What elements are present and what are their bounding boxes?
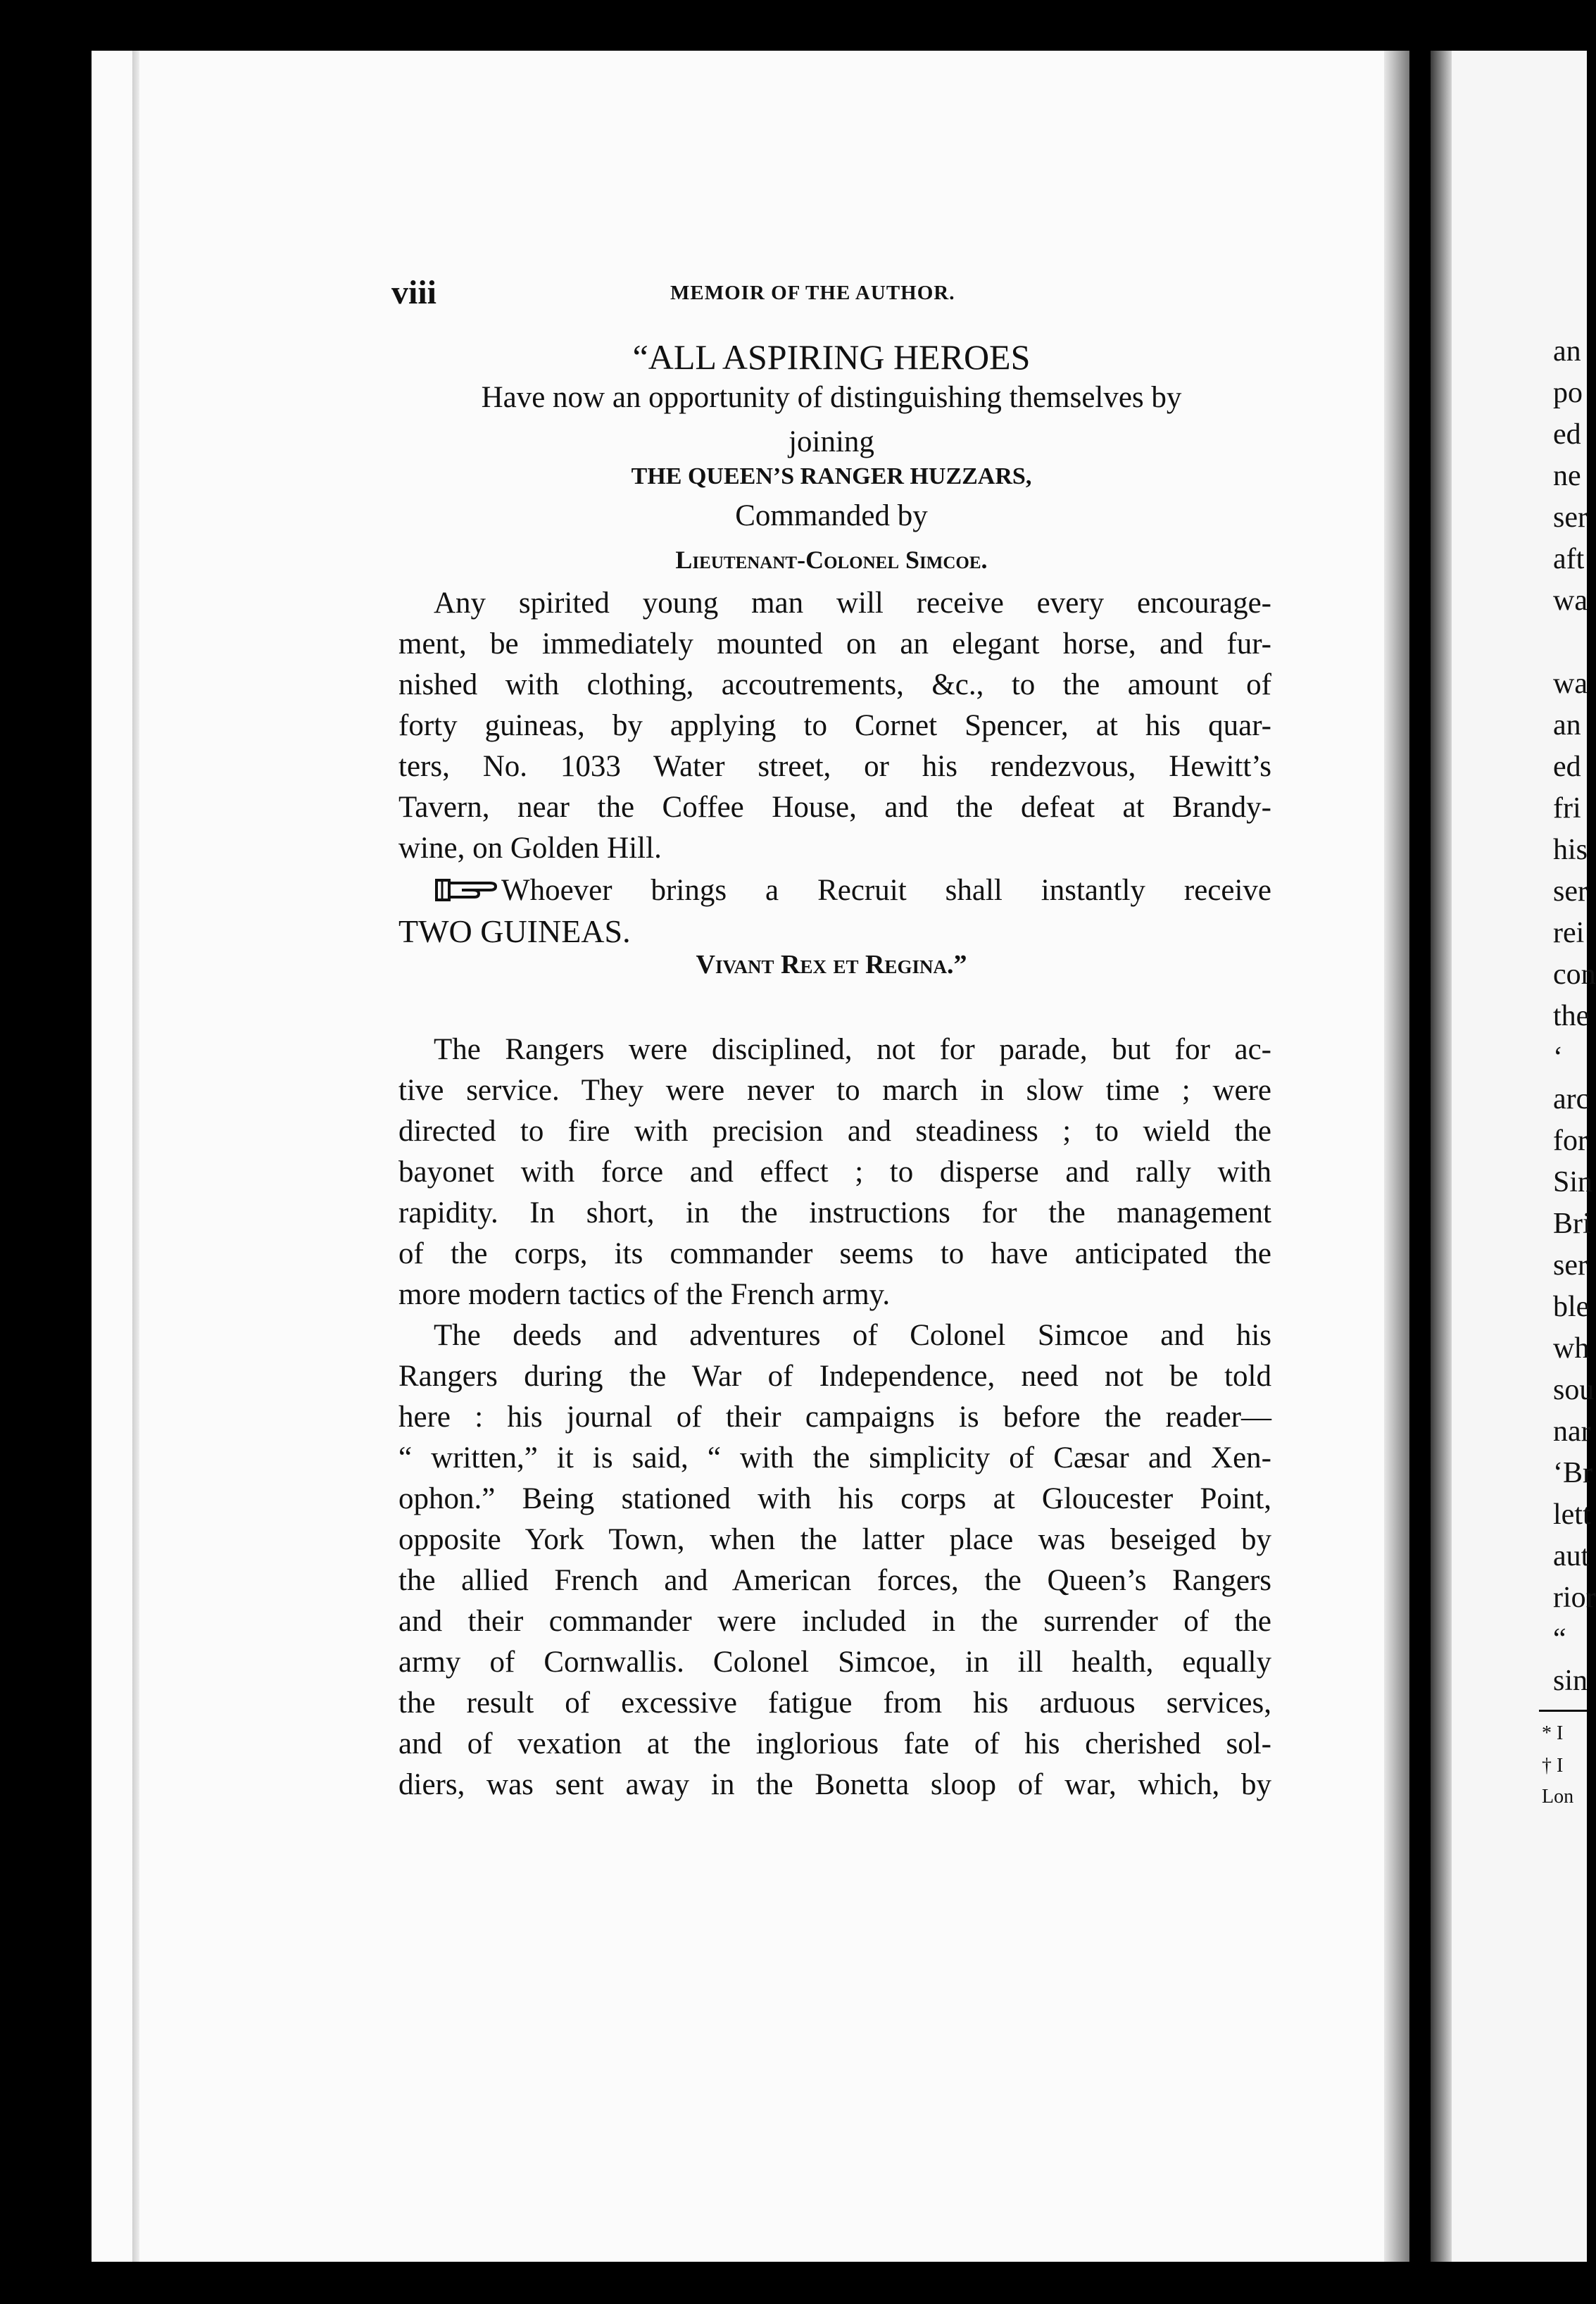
facing-line: ed <box>1553 418 1581 451</box>
text-line: ophon.” Being stationed with his corps at Gloucester Point, <box>398 1482 1271 1515</box>
advert-commanded-by: Commanded by <box>735 499 928 532</box>
advert-line: forty guineas, by applying to Cornet Spencer, at his quar- <box>398 709 1271 742</box>
advert-body <box>398 583 1271 869</box>
text-line: tive service. They were never to march in slow time ; were <box>398 1074 1271 1107</box>
facing-line: wh <box>1553 1332 1590 1365</box>
facing-line: the <box>1553 1000 1590 1032</box>
facing-line: ble <box>1553 1291 1590 1323</box>
text-line: “ written,” it is said, “ with the simplicity of Cæsar and Xen- <box>398 1441 1271 1475</box>
page-fold-shadow <box>1384 51 1409 2262</box>
advert-line: nished with clothing, accoutrements, &c., to the amount of <box>398 668 1271 701</box>
facing-line: wa <box>1553 668 1588 700</box>
facing-line: an <box>1553 709 1581 741</box>
advert-notice <box>398 870 1271 952</box>
advert-headline: “ALL ASPIRING HEROES <box>632 337 1031 377</box>
gutter-shadow <box>1431 51 1452 2262</box>
facing-line: “ <box>1553 1623 1566 1655</box>
advert-subheadline: Have now an opportunity of distinguishing themselves by <box>481 381 1182 414</box>
advert-line: ment, be immediately mounted on an elegant horse, and fur- <box>398 627 1271 660</box>
advert-commander: Lieutenant-Colonel Simcoe. <box>675 546 988 574</box>
facing-line: ‘ <box>1553 1041 1563 1074</box>
notice-text: Whoever brings a Recruit shall instantly receive <box>501 874 1271 907</box>
text-line: bayonet with force and effect ; to disperse and rally with <box>398 1156 1271 1189</box>
facing-footnote: † I <box>1542 1755 1564 1777</box>
facing-line: ‘Br <box>1553 1457 1592 1489</box>
facing-line: fri <box>1553 792 1581 825</box>
text-line: army of Cornwallis. Colonel Simcoe, in ill health, equally <box>398 1646 1271 1679</box>
text-line: directed to fire with precision and steadiness ; to wield the <box>398 1115 1271 1148</box>
page-edge-shadow <box>132 51 139 2262</box>
text-line: of the corps, its commander seems to have anticipated the <box>398 1237 1271 1270</box>
text-line: The deeds and adventures of Colonel Simcoe and his <box>434 1319 1271 1352</box>
text-line: and of vexation at the inglorious fate of his cherished sol- <box>398 1727 1271 1760</box>
facing-line: rei <box>1553 917 1585 949</box>
text-line: Rangers during the War of Independence, need not be told <box>398 1360 1271 1393</box>
facing-footnote: * I <box>1542 1722 1564 1744</box>
facing-line: wa <box>1553 584 1588 617</box>
facing-line: Sin <box>1553 1166 1593 1198</box>
facing-line: con <box>1553 958 1596 991</box>
notice-reward: TWO GUINEAS. <box>398 913 631 949</box>
text-line: the allied French and American forces, the Queen’s Rangers <box>398 1564 1271 1597</box>
advert-joining: joining <box>788 425 874 458</box>
text-line: diers, was sent away in the Bonetta sloop of war, which, by <box>398 1768 1271 1801</box>
paragraph-discipline <box>398 1029 1271 1315</box>
text-line: and their commander were included in the surrender of the <box>398 1605 1271 1638</box>
facing-line: po <box>1553 377 1583 409</box>
facing-footnote: Lon <box>1542 1786 1574 1808</box>
facing-line: ne <box>1553 460 1581 492</box>
footnote-rule <box>1539 1710 1587 1712</box>
advert-line: ters, No. 1033 Water street, or his rendezvous, Hewitt’s <box>398 750 1271 783</box>
facing-line: aft <box>1553 543 1585 575</box>
facing-line: ed <box>1553 751 1581 783</box>
facing-line: aut <box>1553 1540 1590 1572</box>
facing-line: rior <box>1553 1582 1596 1614</box>
advert-closing: Vivant Rex et Regina.” <box>696 950 967 979</box>
facing-line: lett <box>1553 1498 1591 1531</box>
text-line: rapidity. In short, in the instructions for the management <box>398 1196 1271 1229</box>
text-line: the result of excessive fatigue from his arduous services, <box>398 1686 1271 1720</box>
facing-line: ser <box>1553 875 1588 908</box>
paragraph-deeds <box>398 1315 1271 1805</box>
text-line: here : his journal of their campaigns is before the reader— <box>398 1401 1271 1434</box>
facing-line: nar <box>1553 1415 1591 1448</box>
facing-line: Bri <box>1553 1208 1591 1240</box>
facing-line: sou <box>1553 1374 1595 1406</box>
text-line: The Rangers were disciplined, not for parade, but for ac- <box>434 1033 1271 1066</box>
running-head: MEMOIR OF THE AUTHOR. <box>670 282 955 304</box>
pointing-hand-icon <box>434 876 498 904</box>
facing-line: ser <box>1553 501 1588 534</box>
facing-line: an <box>1553 335 1581 368</box>
facing-line: for <box>1553 1125 1588 1157</box>
facing-line: ser <box>1553 1249 1588 1282</box>
advert-line: Tavern, near the Coffee House, and the defeat at Brandy- <box>398 791 1271 824</box>
advert-line: wine, on Golden Hill. <box>398 832 662 865</box>
facing-line: arc <box>1553 1083 1590 1115</box>
facing-line <box>1553 622 1596 663</box>
facing-line: his <box>1553 834 1588 866</box>
page-number: viii <box>391 274 437 311</box>
text-line: more modern tactics of the French army. <box>398 1278 891 1311</box>
notice-line <box>398 870 1271 911</box>
advert-regiment: THE QUEEN’S RANGER HUZZARS, <box>631 463 1032 489</box>
facing-line: sin <box>1553 1665 1588 1697</box>
text-line: opposite York Town, when the latter place was beseiged by <box>398 1523 1271 1556</box>
facing-page-column <box>1553 331 1596 1702</box>
advert-line: Any spirited young man will receive every encourage- <box>434 587 1271 620</box>
